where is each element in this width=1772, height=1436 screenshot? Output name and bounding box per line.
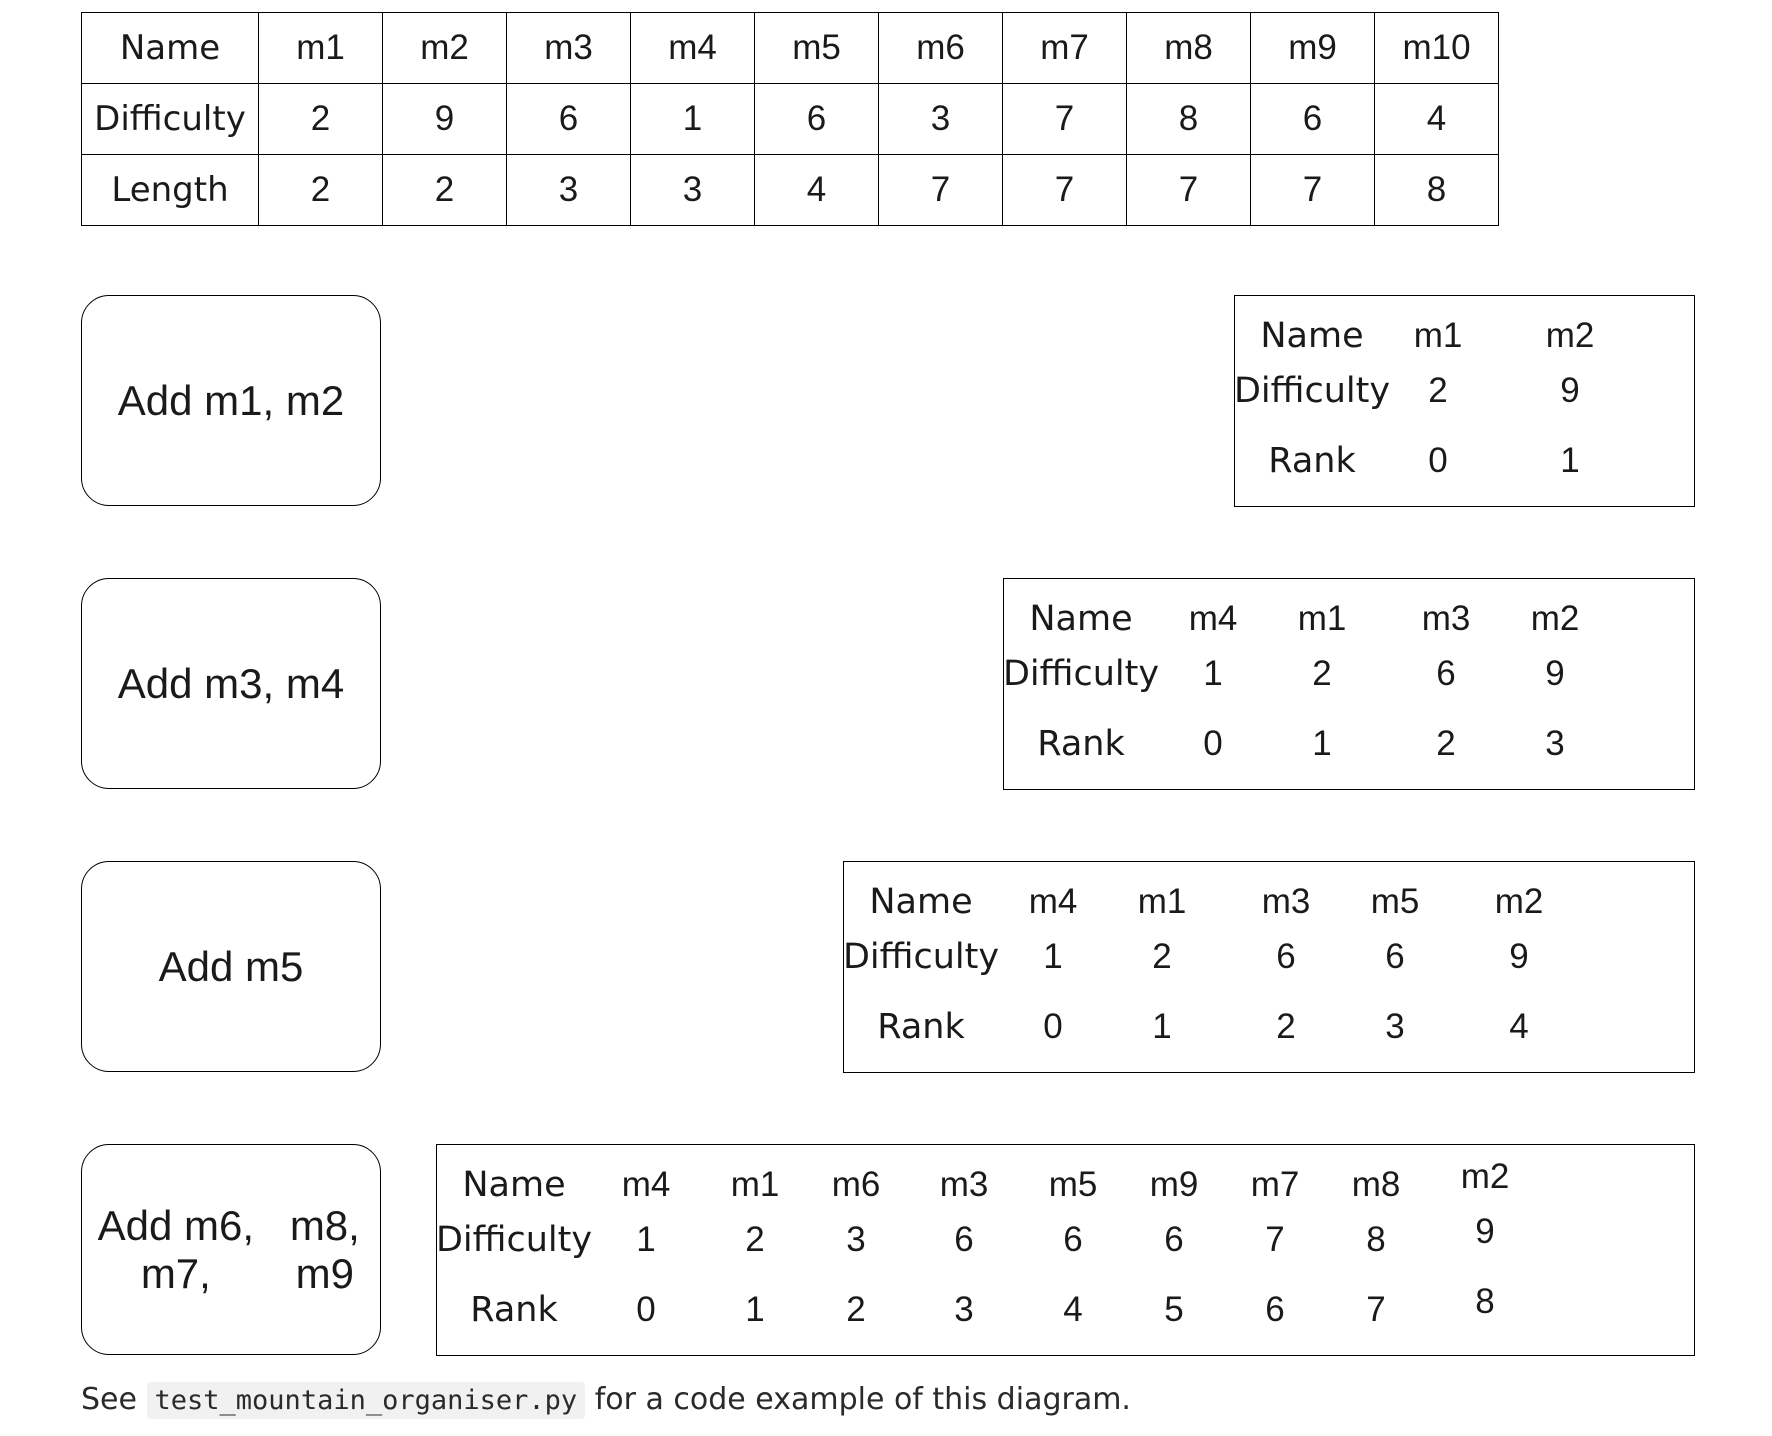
- table-cell: m5: [1048, 1165, 1098, 1204]
- table-cell: m3: [1421, 599, 1471, 638]
- result-row-difficulty: [437, 1210, 1694, 1270]
- table-cell: 1: [1152, 1007, 1172, 1046]
- mountains-table-row-difficulty: [82, 84, 1499, 155]
- table-cell: m9: [1149, 1165, 1199, 1204]
- table-cell: 3: [846, 1220, 866, 1259]
- table-cell: 0: [636, 1290, 656, 1329]
- table-cell: m3: [939, 1165, 989, 1204]
- result-row-name: [437, 1155, 1694, 1215]
- table-cell: 3: [954, 1290, 974, 1329]
- table-cell: 2: [846, 1290, 866, 1329]
- table-cell: 6: [755, 84, 879, 155]
- result-row-rank: [1235, 431, 1694, 491]
- table-cell: 7: [879, 155, 1003, 226]
- table-cell: 4: [1375, 84, 1499, 155]
- step-2-result-table: [1003, 578, 1695, 790]
- table-cell: m1: [730, 1165, 780, 1204]
- table-cell: 6: [1436, 654, 1456, 693]
- row-label: Name: [82, 13, 259, 84]
- row-label: Rank: [470, 1290, 558, 1330]
- table-cell: m7: [1250, 1165, 1300, 1204]
- table-cell: 0: [1203, 724, 1223, 763]
- result-row-difficulty: [844, 927, 1694, 987]
- table-cell: 7: [1265, 1220, 1285, 1259]
- footer-suffix: for a code example of this diagram.: [594, 1382, 1131, 1417]
- table-cell: m8: [1351, 1165, 1401, 1204]
- footer-prefix: See: [81, 1382, 137, 1417]
- table-cell: m4: [631, 13, 755, 84]
- table-cell: m8: [1127, 13, 1251, 84]
- table-cell: 6: [1276, 937, 1296, 976]
- table-cell: 8: [1375, 155, 1499, 226]
- step-1-result-table: [1234, 295, 1695, 507]
- table-cell: 2: [1312, 654, 1332, 693]
- table-cell: 6: [954, 1220, 974, 1259]
- step-4-button-line-2: m8, m9: [289, 1201, 360, 1297]
- table-cell: m2: [1545, 316, 1595, 355]
- table-cell: 3: [1545, 724, 1565, 763]
- table-cell: 2: [259, 84, 383, 155]
- row-label: Difficulty: [1002, 654, 1160, 694]
- table-cell: 9: [1475, 1212, 1495, 1251]
- table-cell: 6: [1265, 1290, 1285, 1329]
- table-cell: 1: [636, 1220, 656, 1259]
- step-3-button[interactable]: Add m5: [81, 861, 381, 1072]
- table-cell: m4: [1028, 882, 1078, 921]
- table-cell: m3: [1261, 882, 1311, 921]
- table-cell: 9: [1545, 654, 1565, 693]
- result-row-rank: [844, 997, 1694, 1057]
- mountains-table-row-name: [82, 13, 1499, 84]
- table-cell: 9: [383, 84, 507, 155]
- row-label: Name: [462, 1165, 566, 1205]
- table-cell: 7: [1251, 155, 1375, 226]
- table-cell: 4: [755, 155, 879, 226]
- step-1-button[interactable]: Add m1, m2: [81, 295, 381, 506]
- table-cell: 6: [1385, 937, 1405, 976]
- table-cell: 2: [1276, 1007, 1296, 1046]
- table-cell: m2: [1494, 882, 1544, 921]
- table-cell: 2: [259, 155, 383, 226]
- result-row-difficulty: [1235, 361, 1694, 421]
- table-cell: m2: [1530, 599, 1580, 638]
- table-cell: 4: [1509, 1007, 1529, 1046]
- table-cell: 2: [1428, 371, 1448, 410]
- table-cell: 9: [1560, 371, 1580, 410]
- table-cell: m4: [621, 1165, 671, 1204]
- step-3-result-table: [843, 861, 1695, 1073]
- table-cell: 8: [1366, 1220, 1386, 1259]
- table-cell: m5: [1370, 882, 1420, 921]
- table-cell: 2: [1436, 724, 1456, 763]
- table-cell: m4: [1188, 599, 1238, 638]
- result-row-name: [844, 872, 1694, 932]
- table-cell: m1: [1413, 316, 1463, 355]
- table-cell: 9: [1509, 937, 1529, 976]
- table-cell: m3: [507, 13, 631, 84]
- table-cell: m2: [1460, 1157, 1510, 1196]
- table-cell: 2: [1152, 937, 1172, 976]
- row-label: Rank: [877, 1007, 965, 1047]
- table-cell: 6: [1251, 84, 1375, 155]
- table-cell: m7: [1003, 13, 1127, 84]
- row-label: Difficulty: [842, 937, 1000, 977]
- table-cell: m1: [1297, 599, 1347, 638]
- row-label: Name: [869, 882, 973, 922]
- table-cell: 1: [1312, 724, 1332, 763]
- table-cell: 3: [1385, 1007, 1405, 1046]
- table-cell: 1: [1203, 654, 1223, 693]
- table-cell: m5: [755, 13, 879, 84]
- table-cell: 0: [1428, 441, 1448, 480]
- footer-note: [81, 1382, 1131, 1417]
- table-cell: 2: [745, 1220, 765, 1259]
- table-cell: m6: [879, 13, 1003, 84]
- table-cell: 2: [383, 155, 507, 226]
- step-4-result-table: [436, 1144, 1695, 1356]
- table-cell: 6: [1063, 1220, 1083, 1259]
- table-cell: 6: [507, 84, 631, 155]
- mountains-table-row-length: [82, 155, 1499, 226]
- table-cell: m1: [259, 13, 383, 84]
- table-cell: m9: [1251, 13, 1375, 84]
- result-row-name: [1235, 306, 1694, 366]
- result-row-rank: [1004, 714, 1694, 774]
- table-cell: 8: [1127, 84, 1251, 155]
- result-row-rank: [437, 1280, 1694, 1340]
- table-cell: m1: [1137, 882, 1187, 921]
- table-cell: 5: [1164, 1290, 1184, 1329]
- step-4-button-line-1: Add m6, m7,: [97, 1201, 255, 1297]
- step-2-button[interactable]: Add m3, m4: [81, 578, 381, 789]
- table-cell: 6: [1164, 1220, 1184, 1259]
- row-label: Difficulty: [435, 1220, 593, 1260]
- table-cell: 8: [1475, 1282, 1495, 1321]
- row-label: Rank: [1037, 724, 1125, 764]
- table-cell: 4: [1063, 1290, 1083, 1329]
- table-cell: 7: [1003, 84, 1127, 155]
- table-cell: 1: [1560, 441, 1580, 480]
- row-label: Difficulty: [1233, 371, 1391, 411]
- table-cell: 1: [631, 84, 755, 155]
- row-label: Length: [82, 155, 259, 226]
- result-row-name: [1004, 589, 1694, 649]
- table-cell: 7: [1366, 1290, 1386, 1329]
- table-cell: 1: [745, 1290, 765, 1329]
- table-cell: 3: [879, 84, 1003, 155]
- row-label: Name: [1029, 599, 1133, 639]
- table-cell: 7: [1003, 155, 1127, 226]
- row-label: Name: [1260, 316, 1364, 356]
- table-cell: 1: [1043, 937, 1063, 976]
- table-cell: 7: [1127, 155, 1251, 226]
- result-row-difficulty: [1004, 644, 1694, 704]
- table-cell: m10: [1375, 13, 1499, 84]
- table-cell: 0: [1043, 1007, 1063, 1046]
- table-cell: m2: [383, 13, 507, 84]
- step-4-button[interactable]: [81, 1144, 381, 1355]
- row-label: Rank: [1268, 441, 1356, 481]
- table-cell: 3: [631, 155, 755, 226]
- mountains-table: [81, 12, 1499, 226]
- row-label: Difficulty: [82, 84, 259, 155]
- footer-code-filename: test_mountain_organiser.py: [147, 1382, 586, 1419]
- table-cell: 3: [507, 155, 631, 226]
- table-cell: m6: [831, 1165, 881, 1204]
